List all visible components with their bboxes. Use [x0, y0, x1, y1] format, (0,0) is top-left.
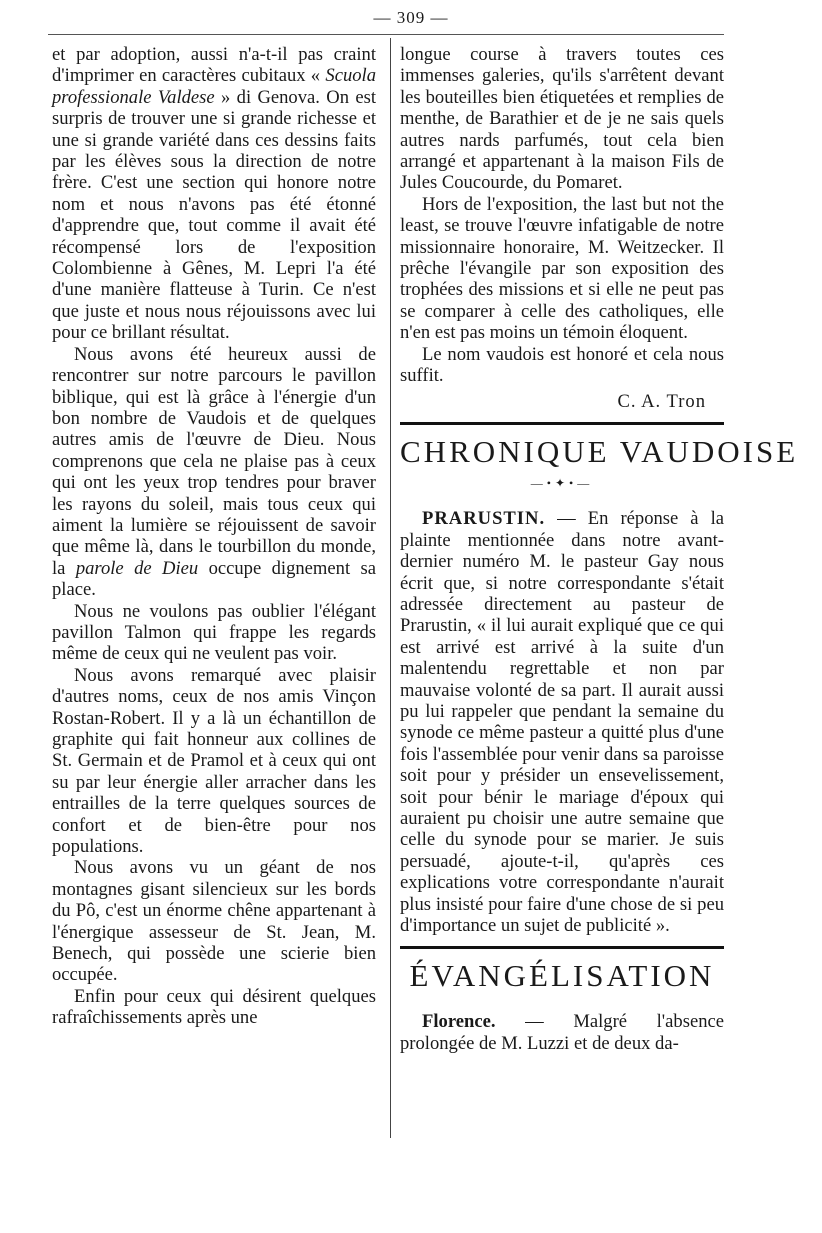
paragraph — [400, 1011, 724, 1054]
paragraph: longue course à travers toutes ces immenses galeries, qu'ils s'arrêtent devant les bouteilles bien étiquetées et remplies de menthe, de Barathier et de je ne sais quels autres nards parfumés, tout cela bien arrangé et appartenant à la maison Fils de Jules Coucourde, du Pomaret. — [400, 44, 724, 194]
italic-text: Scuola professionale Valdese — [52, 65, 376, 108]
author-signature: C. A. Tron — [617, 390, 706, 412]
paragraph — [52, 344, 376, 601]
spacer — [400, 997, 724, 1011]
paragraph: Nous avons remarqué avec plaisir d'autres noms, ceux de nos amis Vinçon Rostan-Robert. Il y a là un échantillon de graphite qui fait honneur aux collines de St. Germain et de Pramol et à ceux qui ont su par leur énergie aller arracher dans les entrailles de la terre quelques sources de confort et de bien-être pour nos populations. — [52, 664, 376, 858]
paragraph: Hors de l'exposition, the last but not the least, se trouve l'œuvre infatigable de notre missionnaire honoraire, M. Weitzecker. Il prêche l'évangile par son exposition des trophées des missions et si elle ne peut pas se comparer à celle des catholiques, elle n'en est pas moins un témoin éloquent. — [400, 193, 724, 344]
paragraph: Enfin pour ceux qui désirent quelques rafraîchissements après une — [52, 985, 376, 1029]
section-rule — [400, 946, 724, 949]
column-divider — [390, 38, 391, 1138]
page-number: — 309 — — [373, 8, 449, 27]
ornament-divider: —•✦•— — [530, 475, 594, 490]
paragraph — [400, 508, 724, 936]
text-run: occupe dignement sa place. — [52, 557, 376, 601]
text-run: Nous avons été heureux aussi de rencontrer sur notre parcours le pavillon biblique, qui est là grâce à l'énergie d'un bon nombre de Vaudois et de quelques autres amis de l'œuvre de Dieu. Nous comprenons que cela ne plaise pas à ceux qui ont les yeux trop tendres pour braver les rayons du soleil, mais tous ceux qui aiment la lumière se réjouissent de savoir que même là, dans le tourbillon du monde, la — [52, 343, 376, 579]
left-column — [52, 44, 376, 1029]
place-name: PRARUSTIN. — [422, 508, 546, 530]
text-run: — Malgré l'absence prolongée de M. Luzzi et de deux da- — [400, 1011, 724, 1054]
place-name: Florence. — [422, 1011, 496, 1033]
section-heading-evangelisation: ÉVANGÉLISATION — [409, 958, 715, 994]
top-rule — [48, 34, 724, 35]
paragraph — [52, 44, 376, 344]
right-column — [400, 44, 799, 1054]
section-heading-chronique: CHRONIQUE VAUDOISE — [400, 433, 799, 469]
text-run: — En réponse à la plainte mentionnée dans notre avant-dernier numéro M. le pasteur Gay nous écrit que, si notre correspondante s'était adressée directement au pasteur de Prarustin, « il lui aurait expliqué que ce qui est arrivé est arrivé à la suite d'un malentendu regrettable et non par mauvaise volonté de sa part. Il aurait aussi pu lui rappeler que pendant la semaine du synode ce même pasteur a quitté plus d'une fois l'assemblée pour venir dans sa paroisse soit pour y présider un ensevelissement, soit pour bénir le mariage d'époux qui auraient pu choisir une autre semaine que celle du synode pour se marier. Je suis persuadé, ajoute-t-il, qu'après ces explications votre correspondante n'aurait plus insisté pour faire d'une chose de si peu d'importance un sujet de publicité ». — [400, 508, 724, 937]
paragraph: Nous ne voulons pas oublier l'élégant pavillon Talmon qui frappe les regards même de ceux qui ne veulent pas voir. — [52, 600, 376, 665]
paragraph: Nous avons vu un géant de nos montagnes gisant silencieux sur les bords du Pô, c'est un énorme chêne appartenant à l'énergique assesseur de St. Jean, M. Benech, qui possède une scierie bien occupée. — [52, 857, 376, 986]
text-run: » di Genova. On est surpris de trouver une si grande richesse et une si grande variété dans ces dessins faits par les élèves sous la direction de notre frère. C'est une section qui honore notre nom et nous n'avons pas été étonné d'apprendre que, tout comme il avait été récompensé lors de l'exposition Colombienne à Gênes, M. Lepri l'a été d'une manière flatteuse à Turin. Ce n'est que juste et nous nous réjouissons avec lui pour ce brillant résultat. — [52, 86, 376, 344]
section-rule — [400, 422, 724, 425]
paragraph: Le nom vaudois est honoré et cela nous suffit. — [400, 343, 724, 387]
text-run: et par adoption, aussi n'a-t-il pas craint d'imprimer en caractères cubitaux « — [52, 44, 376, 87]
italic-text: parole de Dieu — [75, 557, 199, 579]
